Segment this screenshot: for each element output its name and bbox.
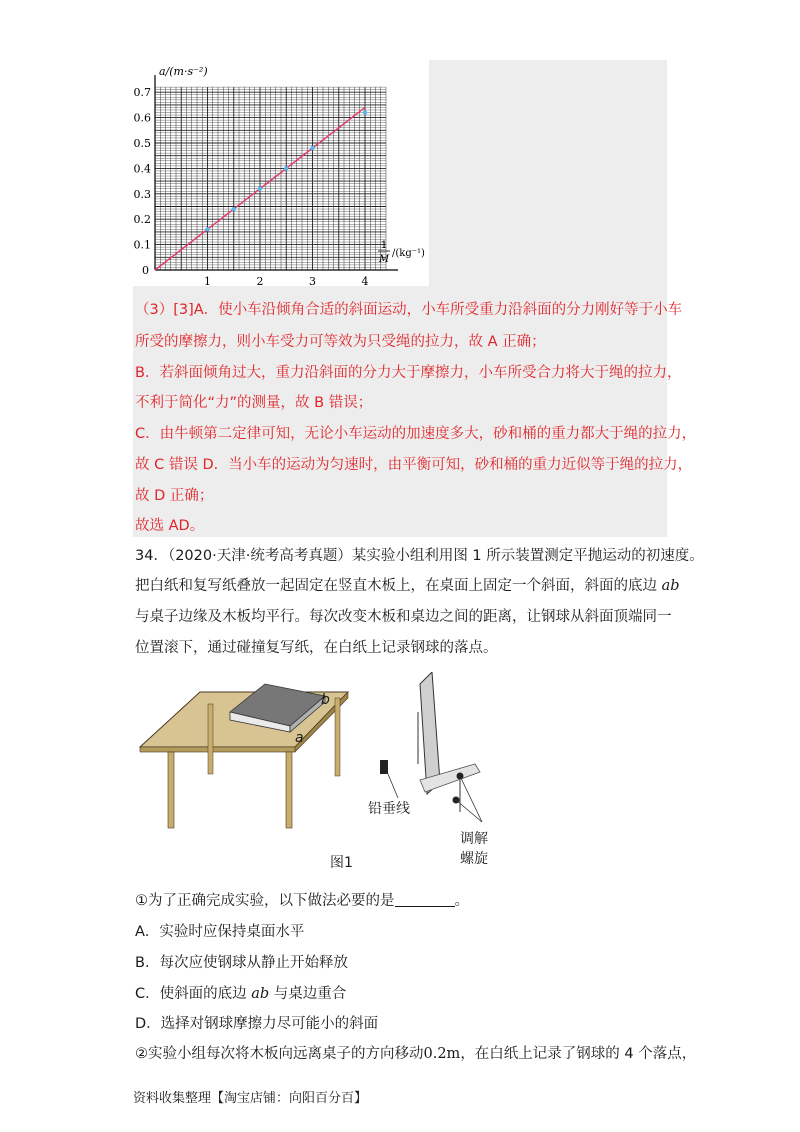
question-line-3: 与桌子边缘及木板均平行。每次改变木板和桌边之间的距离，让钢球从斜面顶端同一 (135, 609, 672, 625)
sub-question-1-text: ①为了正确完成实验，以下做法必要的是 (135, 893, 395, 909)
data-point (363, 110, 367, 114)
answer-line-2: 所受的摩擦力，则小车受力可等效为只受绳的拉力，故 A 正确； (135, 334, 546, 350)
answer-line-6: 故 C 错误 D．当小车的运动为匀速时，由平衡可知，砂和桶的重力近似等于绳的拉力， (135, 457, 693, 473)
figure-caption: 图1 (330, 855, 353, 871)
x-tick-label: 1 (204, 275, 211, 286)
x-axis-label-den: M (378, 254, 390, 265)
sub-question-2 (135, 1044, 697, 1064)
option-c-text-1: C．使斜面的底边 (135, 986, 252, 1002)
adjust-screw-label: 调解螺旋 (460, 831, 488, 867)
table-leg-front-left (168, 752, 174, 828)
table-leg-back-right (335, 698, 340, 776)
plumb-pointer (388, 774, 398, 798)
distance-value: 0.2m (423, 1046, 461, 1062)
chart-svg (133, 60, 429, 286)
x-tick-label: 3 (309, 275, 316, 286)
answer-line-7: 故 D 正确； (135, 488, 214, 504)
data-point (258, 187, 262, 191)
sub-question-1-end: 。 (454, 893, 469, 909)
y-tick-label: 0.2 (133, 213, 151, 227)
answer-line-3: B．若斜面倾角过大，重力沿斜面的分力大于摩擦力，小车所受合力将大于绳的拉力， (135, 365, 682, 381)
sub-question-2-text: ②实验小组每次将木板向远离桌子的方向移动 (135, 1046, 424, 1062)
question-line-1: 34．（2020·天津·统考高考真题）某实验小组利用图 1 所示装置测定平抛运动的初速度。 (135, 548, 704, 564)
acceleration-chart (133, 60, 429, 286)
x-tick-label: 4 (361, 275, 369, 286)
answer-line-4: 不利于简化“力”的测量，故 B 错误； (135, 395, 373, 411)
sub-question-2-tail: ，在白纸上记录了钢球的 4 个落点， (460, 1046, 697, 1062)
option-c-text-2: 与桌边重合 (269, 986, 347, 1002)
option-c (135, 984, 670, 1004)
screw-pointer-1 (460, 776, 482, 822)
table-leg-back-left (208, 704, 213, 774)
y-tick-label: 0.1 (133, 238, 151, 252)
y-tick-label: 0.3 (133, 187, 151, 201)
data-point (205, 227, 209, 231)
apparatus-drawing (130, 672, 490, 852)
answer-line-5: C．由牛顿第二定律可知，无论小车运动的加速度多大，砂和桶的重力都大于绳的拉力， (135, 426, 697, 442)
option-b: B．每次应使钢球从静止开始释放 (135, 955, 348, 971)
answer-line-1: （3）[3]A．使小车沿倾角合适的斜面运动，小车所受重力沿斜面的分力刚好等于小车 (135, 302, 683, 318)
data-point (310, 146, 314, 150)
option-c-ab: ab (251, 986, 270, 1002)
y-tick-label: 0.5 (133, 137, 151, 150)
question-line-2-text: 把白纸和复写纸叠放一起固定在竖直木板上，在桌面上固定一个斜面，斜面的底边 (135, 578, 662, 594)
table-leg-front-right (286, 752, 292, 828)
x-axis-label-num: 1 (380, 240, 388, 251)
option-a: A．实验时应保持桌面水平 (135, 924, 305, 940)
y-tick-label: 0.4 (133, 162, 151, 176)
ab-label: ab (661, 578, 680, 594)
label-b: b (321, 692, 330, 708)
origin-label: 0 (142, 264, 149, 277)
sub-question-1 (135, 891, 670, 911)
y-axis-label: a/(m·s⁻²) (159, 65, 208, 78)
plumb-bob (380, 760, 388, 774)
answer-line-8: 故选 AD。 (135, 518, 205, 534)
y-tick-label: 0.7 (133, 86, 151, 100)
answer-blank (395, 892, 455, 907)
x-tick-label: 2 (256, 275, 264, 286)
option-d: D．选择对钢球摩擦力尽可能小的斜面 (135, 1016, 379, 1032)
data-point (284, 166, 288, 170)
chart-axes (155, 75, 398, 270)
question-line-2 (135, 576, 680, 596)
data-point (232, 207, 236, 211)
table-edge (140, 747, 295, 752)
y-tick-label: 0.6 (133, 111, 151, 125)
x-axis-label-unit: /(kg⁻¹) (392, 248, 425, 259)
question-line-4: 位置滚下，通过碰撞复写纸，在白纸上记录钢球的落点。 (135, 640, 498, 656)
footer-source: 资料收集整理【淘宝店铺：向阳百分百】 (133, 1091, 368, 1106)
plumb-line-label: 铅垂线 (368, 801, 410, 817)
label-a: a (295, 730, 304, 746)
